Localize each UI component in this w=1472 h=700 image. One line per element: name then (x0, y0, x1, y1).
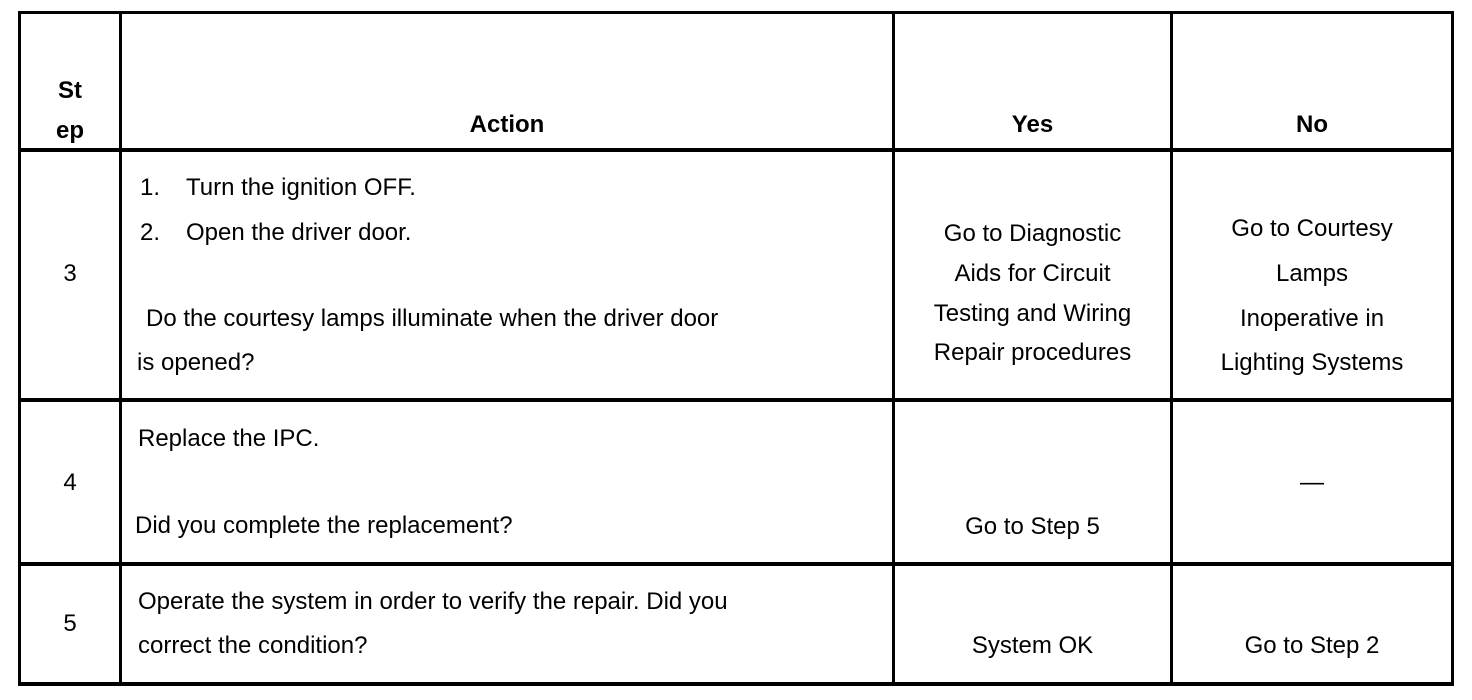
row-3-action-num-2: 2. (140, 219, 161, 246)
row-3-action-question-2: is opened? (137, 349, 255, 376)
row-3-action-question-1: Do the courtesy lamps illuminate when the driver door (146, 305, 719, 332)
row-5-action-line-2: correct the condition? (138, 632, 368, 659)
rule-right (1451, 11, 1454, 686)
row-4-action-line-2: Did you complete the replacement? (135, 512, 513, 539)
header-action: Action (469, 111, 545, 138)
rule-header (18, 148, 1454, 152)
row-5-yes: System OK (971, 632, 1094, 659)
rule-bottom (18, 682, 1454, 686)
rule-row4 (18, 562, 1454, 566)
row-3-no-line-4: Lighting Systems (1220, 349, 1404, 376)
row-4-no: — (1300, 469, 1324, 496)
header-yes: Yes (1011, 111, 1054, 138)
header-no: No (1296, 111, 1328, 138)
row-3-step: 3 (63, 260, 77, 287)
row-5-no: Go to Step 2 (1244, 632, 1380, 659)
row-3-yes-line-2: Aids for Circuit (954, 260, 1111, 287)
diagnostic-table (18, 11, 1454, 686)
row-3-no-line-1: Go to Courtesy (1231, 215, 1393, 242)
row-4-step: 4 (63, 469, 77, 496)
row-4-yes: Go to Step 5 (965, 513, 1100, 540)
row-3-action-item-1: Turn the ignition OFF. (186, 174, 416, 201)
row-3-yes-line-3: Testing and Wiring (933, 300, 1132, 327)
rule-row3 (18, 398, 1454, 402)
row-5-step: 5 (63, 610, 77, 637)
row-3-action-num-1: 1. (140, 174, 161, 201)
row-5-action-line-1: Operate the system in order to verify the repair. Did you (138, 588, 728, 615)
row-3-no-line-3: Inoperative in (1239, 305, 1385, 332)
row-3-yes-line-1: Go to Diagnostic (943, 220, 1122, 247)
row-3-yes-line-4: Repair procedures (933, 339, 1132, 366)
row-4-action-line-1: Replace the IPC. (138, 425, 320, 452)
row-3-no-line-2: Lamps (1275, 260, 1349, 287)
rule-top (18, 11, 1454, 14)
row-3-action-item-2: Open the driver door. (186, 219, 412, 246)
header-step: St ep (55, 77, 84, 144)
